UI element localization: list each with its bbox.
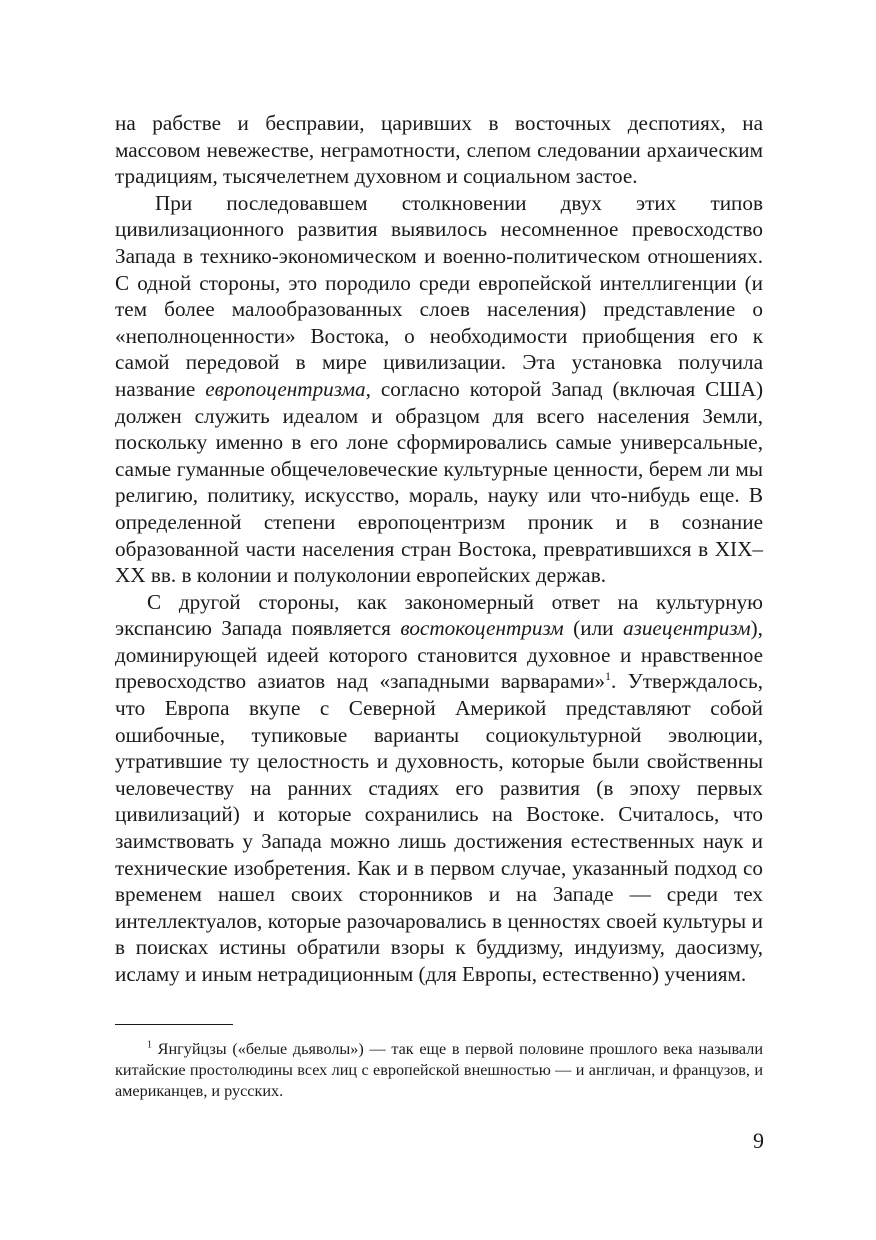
footnote-text: Янгуйцзы («белые дьяволы») — так еще в первой половине прошлого века называли китайские простолюдины всех лиц с европейской внешностью — и англичан, и французов, и американцев, и русских. xyxy=(115,1039,763,1101)
paragraph-3 xyxy=(115,589,763,988)
paragraph-3-text-a: С другой стороны, как закономерный ответ на культурную экспансию Запада появляется xyxy=(115,589,763,641)
term-orientocentrism: востокоцентризм xyxy=(400,616,564,641)
footnote-mark: 1 xyxy=(147,1039,152,1051)
paragraph-2 xyxy=(115,190,763,589)
term-asiacentrism: азиецентризм xyxy=(622,616,751,641)
paragraph-3-text-b: (или xyxy=(563,616,623,641)
paragraph-3-text-d: . Утверждалось, что Европа вкупе с Северной Америкой представляют собой ошибочные, тупиковые варианты социокультурной эволюции, утратившие ту целостность и духовность, которые были свойственны человечеству на ранних стадиях его развития (в эпоху первых цивилизаций) и которые сохранились на Востоке. Считалось, что заимствовать у Запада можно лишь достижения естественных наук и технические изобретения. Как и в первом случае, указанный подход со временем нашел своих сторонников и на Западе — среди тех интеллектуалов, которые разочаровались в ценностях своей культуры и в поисках истины обратили взоры к буддизму, индуизму, даосизму, исламу и иным нетрадиционным (для Европы, естественно) учениям. xyxy=(115,669,763,986)
page-content xyxy=(115,110,763,1102)
paragraph-2-text-a: При последовавшем столкновении двух этих типов цивилизационного развития выявилось несомненное превосходство Запада в технико-экономическом и военно-политическом отношениях. С одной стороны, это породило среди европейской интеллигенции (и тем более малообразованных слоев населения) представление о «неполноценности» Востока, о необходимости приобщения его к самой передовой в мире цивилизации. Эта установка получила название xyxy=(115,190,763,401)
body-text xyxy=(115,110,763,988)
footnote-reference[interactable]: 1 xyxy=(605,669,612,684)
footnote-separator xyxy=(115,1024,233,1025)
paragraph-1-text: на рабстве и бесправии, царивших в восточных деспотиях, на массовом невежестве, неграмотности, слепом следовании архаическим традициям, тысячелетнем духовном и социальном застое. xyxy=(115,111,763,189)
paragraph-2-text-b: , согласно которой Запад (включая США) должен служить идеалом и образцом для всего населения Земли, поскольку именно в его лоне сформировались самые универсальные, самые гуманные общечеловеческие культурные ценности, берем ли мы религию, политику, искусство, мораль, науку или что-нибудь еще. В определенной степени европоцентризм проник и в сознание образованной части населения стран Востока, превратившихся в XIX–XX вв. в колонии и полуколонии европейских держав. xyxy=(115,376,764,588)
page-number: 9 xyxy=(753,1128,764,1153)
term-eurocentrism: европоцентризма xyxy=(205,376,366,401)
footnote xyxy=(115,1039,763,1103)
paragraph-3-text-c: ), доминирующей идеей которого становится духовное и нравственное превосходство азиатов над «западными варварами» xyxy=(115,616,763,694)
paragraph-1 xyxy=(115,110,763,190)
